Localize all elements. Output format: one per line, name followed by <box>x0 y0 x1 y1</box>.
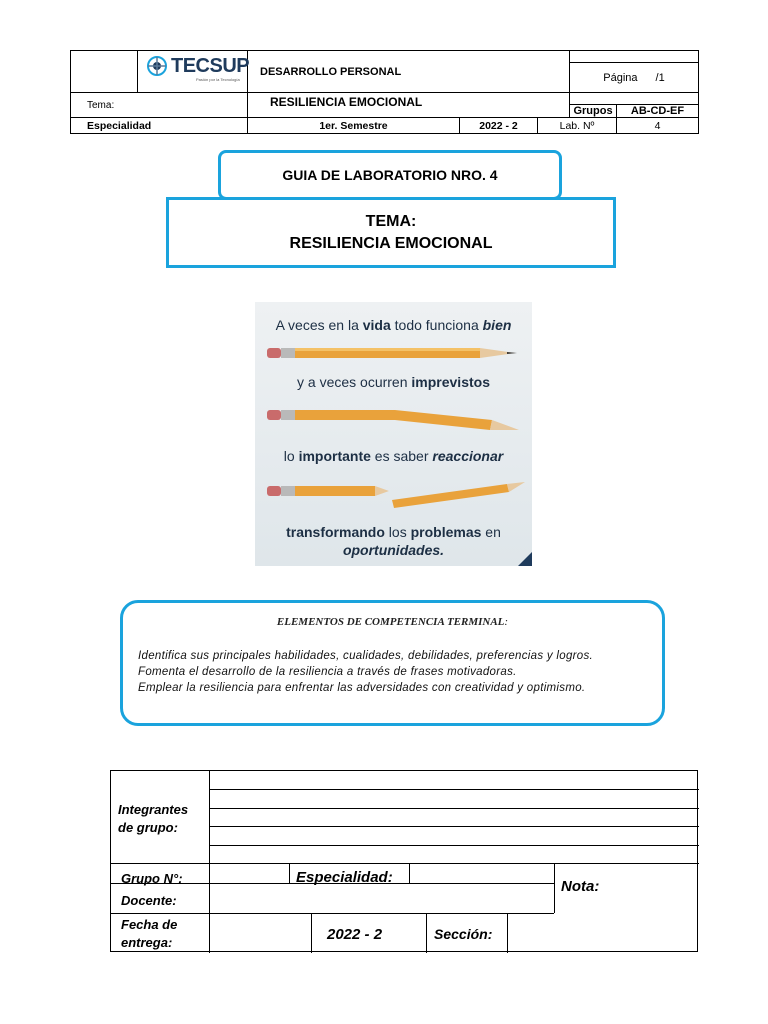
poster-line-2: y a veces ocurren imprevistos <box>297 374 490 390</box>
competencia-item: Emplear la resiliencia para enfrentar las adversidades con creatividad y optimismo. <box>138 682 586 694</box>
fecha-field[interactable] <box>210 914 311 953</box>
logo-tagline: Pasión por la Tecnología <box>196 77 240 82</box>
grupos-label: Grupos <box>570 105 617 118</box>
header-empty-mid-right <box>570 93 699 105</box>
competencia-box <box>120 600 665 726</box>
integrante-field-4[interactable] <box>210 827 699 845</box>
competencia-list <box>138 648 593 696</box>
grupo-field[interactable] <box>210 864 289 883</box>
integrante-field-3[interactable] <box>210 809 699 826</box>
poster-line-3: lo importante es saber reaccionar <box>283 448 504 464</box>
integrante-field-2[interactable] <box>210 790 699 808</box>
integrante-field-5[interactable] <box>210 846 699 863</box>
pencil-broken-icon <box>267 478 527 512</box>
page-value: /1 <box>655 71 665 84</box>
periodo-value: 2022 - 2 <box>460 118 538 134</box>
competencia-item: Identifica sus principales habilidades, cualidades, debilidades, preferencias y logros. <box>138 650 594 662</box>
resiliencia-poster <box>255 302 532 566</box>
tecsup-logo-icon <box>146 55 168 77</box>
especialidad-form-label: Especialidad: <box>296 869 393 886</box>
lab-label: Lab. Nº <box>538 118 617 134</box>
grupo-label: Grupo N°: <box>121 871 183 886</box>
docente-label: Docente: <box>121 893 177 908</box>
course-title: DESARROLLO PERSONAL <box>248 51 570 93</box>
especialidad-label: Especialidad <box>71 118 248 134</box>
logo-text: TECSUP <box>171 55 250 77</box>
guia-title: GUIA DE LABORATORIO NRO. 4 <box>282 167 498 183</box>
seccion-field[interactable] <box>508 914 554 953</box>
seccion-label: Sección: <box>434 926 493 942</box>
competencia-title: ELEMENTOS DE COMPETENCIA TERMINAL: <box>276 616 509 628</box>
poster-corner-icon <box>518 552 532 566</box>
logo-cell <box>138 51 248 93</box>
grupos-value: AB-CD-EF <box>617 105 699 118</box>
pencil-whole-icon <box>267 346 522 360</box>
tema-value: RESILIENCIA EMOCIONAL <box>248 93 570 118</box>
tema-box <box>166 197 616 268</box>
poster-line-4: transformando los problemas en <box>286 524 501 540</box>
header-empty-top-right <box>570 51 699 63</box>
poster-line-5: oportunidades. <box>342 542 445 558</box>
especialidad-field[interactable] <box>410 864 554 883</box>
page-label: Página <box>603 71 638 84</box>
header-empty-cell <box>71 51 138 93</box>
poster-line-1: A veces en la vida todo funciona bien <box>275 317 512 333</box>
tema-heading: TEMA: <box>365 212 417 230</box>
integrantes-label: Integrantes de grupo: <box>118 802 189 835</box>
competencia-item: Fomenta el desarrollo de la resiliencia a través de frases motivadoras. <box>138 666 517 678</box>
nota-label: Nota: <box>561 878 600 895</box>
semestre-value: 1er. Semestre <box>248 118 460 134</box>
guia-title-box <box>218 150 562 200</box>
integrante-field-1[interactable] <box>210 771 699 789</box>
pencil-bent-icon <box>267 406 522 432</box>
lab-value: 4 <box>617 118 699 134</box>
tecsup-logo <box>146 55 249 77</box>
group-form <box>110 770 698 952</box>
header-table <box>70 50 699 134</box>
tema-label: Tema: <box>71 93 248 118</box>
page-cell <box>570 63 699 93</box>
nota-field[interactable] <box>555 901 699 953</box>
periodo-form-value: 2022 - 2 <box>327 926 383 943</box>
docente-field[interactable] <box>210 884 554 913</box>
fecha-label: Fecha de entrega: <box>121 917 178 950</box>
tema-value-main: RESILIENCIA EMOCIONAL <box>289 234 493 252</box>
